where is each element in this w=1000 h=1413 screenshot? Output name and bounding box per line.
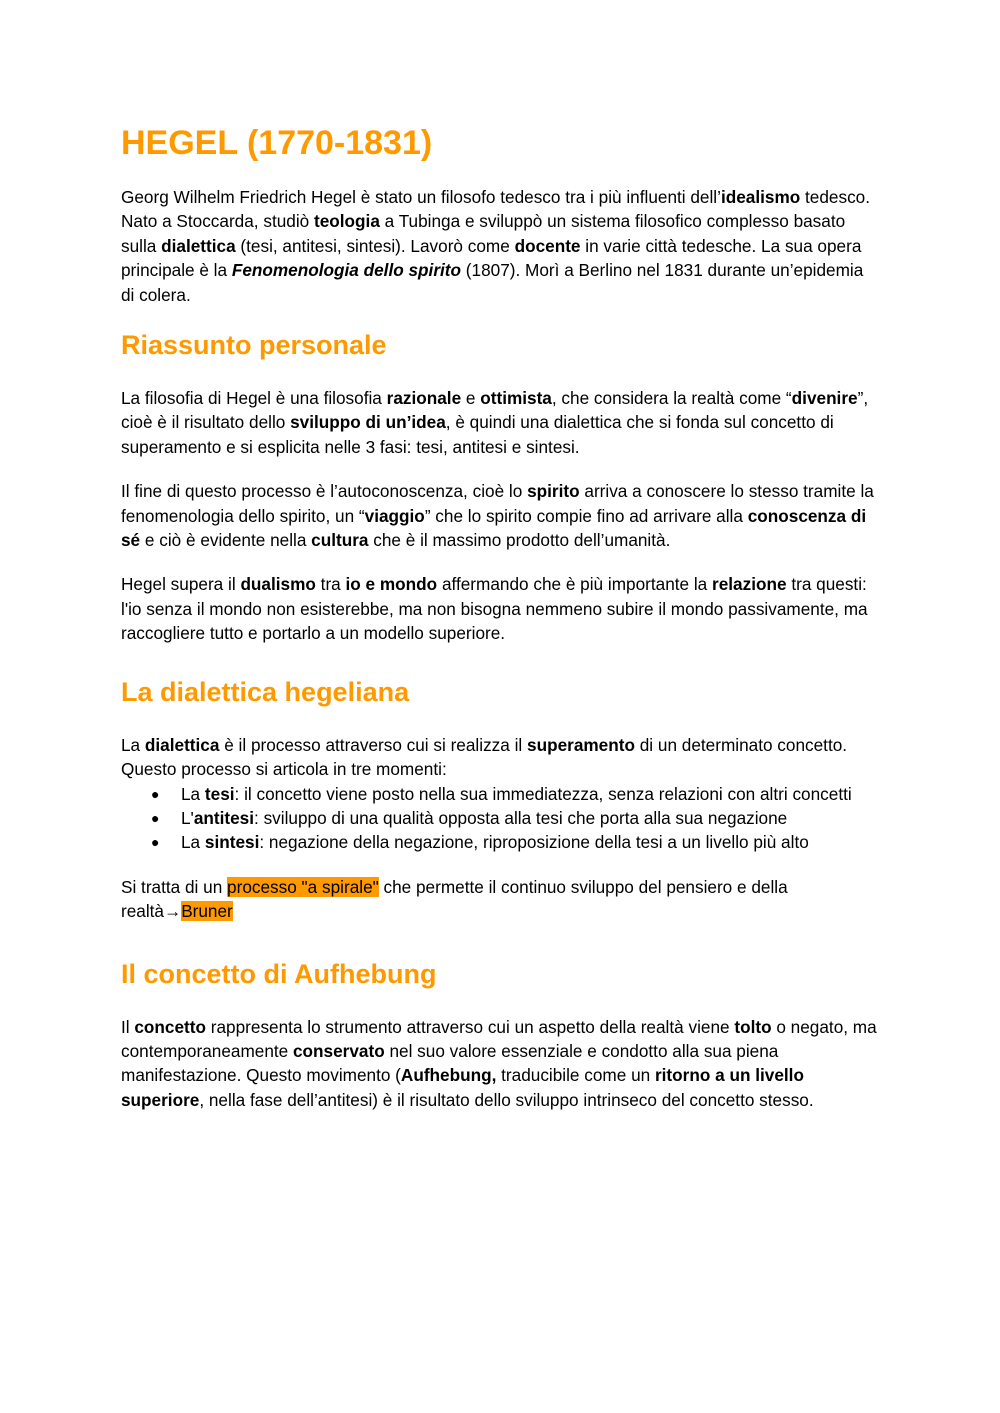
section-heading-riassunto: Riassunto personale — [121, 330, 387, 361]
list-item-antitesi: ● L'antitesi: sviluppo di una qualità opposta alla tesi che porta alla sua negazione — [121, 806, 881, 830]
bullet-icon: ● — [151, 785, 160, 802]
list-item-tesi: ● La tesi: il concetto viene posto nella sua immediatezza, senza relazioni con altri concetti — [121, 782, 881, 806]
riassunto-paragraph-1: La filosofia di Hegel è una filosofia razionale e ottimista, che considera la realtà come “divenire”, cioè è il risultato dello sviluppo di un’idea, è quindi una dialettica che si fonda sul concetto di superamento e si esplicita nelle 3 fasi: tesi, antitesi e sintesi. — [121, 388, 869, 457]
highlight-bruner: Bruner — [181, 901, 233, 922]
bullet-icon: ● — [151, 809, 160, 826]
dialettica-paragraph-1: La dialettica è il processo attraverso cui si realizza il superamento di un determinato concetto. Questo processo si articola in tre momenti: — [121, 734, 848, 780]
document-page — [121, 118, 881, 1112]
list-item-sintesi: ● La sintesi: negazione della negazione, riproposizione della tesi a un livello più alto — [121, 830, 881, 854]
intro-paragraph: Georg Wilhelm Friedrich Hegel è stato un filosofo tedesco tra i più influenti dell’idealismo tedesco. Nato a Stoccarda, studiò teologia a Tubinga e sviluppò un sistema filosofico complesso basato sulla dialettica (tesi, antitesi, sintesi). Lavorò come docente in varie città tedesche. La sua opera principale è la Fenomenologia dello spirito (1807). Morì a Berlino nel 1831 durante un’epidemia di colera. — [121, 187, 870, 305]
bullet-icon: ● — [151, 834, 160, 851]
aufhebung-paragraph: Il concetto rappresenta lo strumento attraverso cui un aspetto della realtà viene tolto o negato, ma contemporaneamente conservato nel suo valore essenziale e condotto alla sua piena manifestazione. Questo movimento (Aufhebung, traducibile come un ritorno a un livello superiore, nella fase dell’antitesi) è il risultato dello sviluppo intrinseco del concetto stesso. — [121, 1016, 877, 1110]
dialettica-bullet-list — [121, 782, 881, 855]
riassunto-paragraph-3: Hegel supera il dualismo tra io e mondo affermando che è più importante la relazione tra questi: l'io senza il mondo non esisterebbe, ma non bisogna nemmeno subire il mondo passivamente, ma raccogliere tutto e portarlo a un modello superiore. — [121, 574, 868, 644]
section-heading-aufhebung: Il concetto di Aufhebung — [121, 958, 437, 989]
section-heading-dialettica: La dialettica hegeliana — [121, 676, 410, 707]
highlight-processo-spirale: processo "a spirale" — [227, 876, 379, 897]
page-title: HEGEL (1770-1831) — [121, 124, 433, 162]
riassunto-paragraph-2: Il fine di questo processo è l’autoconoscenza, cioè lo spirito arriva a conoscere lo stesso tramite la fenomenologia dello spirito, un “viaggio” che lo spirito compie fino ad arrivare alla conoscenza di sé e ciò è evidente nella cultura che è il massimo prodotto dell’umanità. — [121, 481, 874, 551]
dialettica-paragraph-2: Si tratta di un processo "a spirale" che permette il continuo sviluppo del pensiero e della realtà→Bruner — [121, 876, 788, 922]
